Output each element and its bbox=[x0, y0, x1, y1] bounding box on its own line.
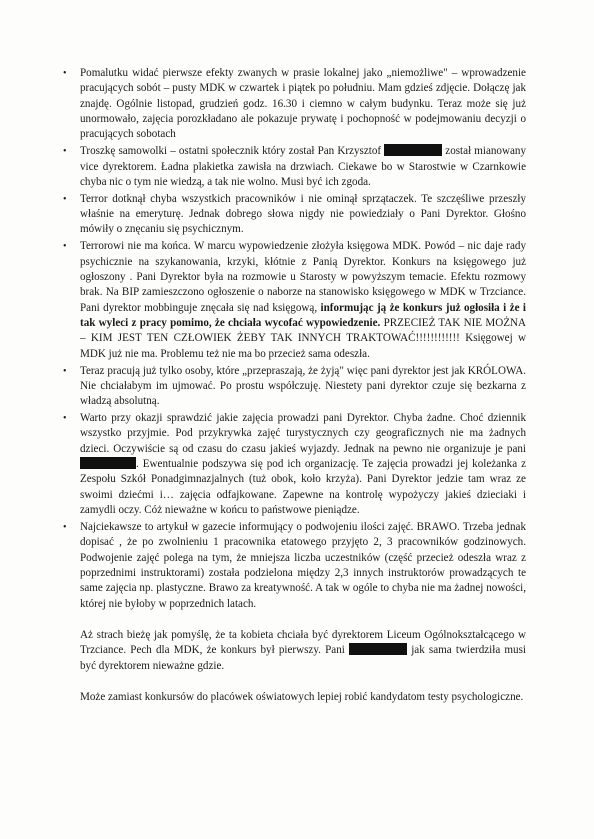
text-run: Teraz pracują już tylko osoby, które „przepraszają, że żyją" więc pani dyrektor jest jak KRÓLOWA. Nie chciałabym im ujmować. Po prostu współczuję. Niestety pani dyrektor czuje się bezkarna z władzą absolutną. bbox=[80, 364, 526, 408]
text-run: został mianowany vice dyrektorem. Ładna plakietka zawisła na drzwiach. Ciekawe bo w Starostwie w Czarnkowie chyba nic o tym nie wiedzą, a tak nie wolno. Musi być ich zgoda. bbox=[80, 145, 527, 188]
closing-paragraph bbox=[80, 690, 526, 705]
text-run: jak sama twierdziła musi być dyrektorem nieważne gdzie. bbox=[80, 644, 526, 672]
bullet-list bbox=[63, 66, 527, 612]
bullet-icon: • bbox=[63, 68, 67, 79]
bullet-icon: • bbox=[63, 413, 67, 425]
text-run: Troszkę samowolki – ostatni społecznik który został Pan Krzysztof bbox=[80, 145, 385, 158]
text-run: . Ewentualnie podszywa się pod ich organizację. Te zajęcia prowadzi jej koleżanka z Zespołu Szkół Ponadgimnazjalnych (tuż obok, koło krzyża). Pani Dyrektor jedzie tam wraz ze swoimi dziećmi i… zajęcia odfajkowane. Zapewne na kontrolę wypożyczy jakieś dzieciaki i zamydli oczy. Cóż nieważne w końcu to państwowe pieniądze. bbox=[80, 458, 526, 517]
closing-paragraphs bbox=[80, 628, 526, 705]
list-item bbox=[63, 192, 526, 238]
list-item bbox=[63, 239, 527, 362]
list-item bbox=[63, 411, 526, 518]
bullet-icon: • bbox=[63, 521, 67, 533]
text-run: Warto przy okazji sprawdzić jakie zajęcia prowadzi pani Dyrektor. Chyba żadne. Choć dziennik wszystko przyjmie. Pod przykrywka zajęć turystycznych czy geograficznych nie ma żadnych dzieci. Oczywiście są od czasu do czasu jakieś wyjazdy. Jednak na pewno nie organizuje je pani bbox=[80, 412, 526, 455]
redaction-block bbox=[349, 643, 407, 655]
text-run: Terrorowi nie ma końca. W marcu wypowiedzenie złożyła księgowa MDK. Powód – nic daje rady psychicznie na szykanowania, krzyki, kłótnie z Panią Dyrektor. Konkurs na księgowego już ogłoszony . Pani Dyrektor była na rozmowie u Starosty w powyższym temacie. Efektu rozmowy brak. Na BIP zamieszczono ogłoszenie o naborze na stanowisko księgowego w MDK w Trzciance. Pani dyrektor mobbinguje znęcała się nad księgową, bbox=[80, 240, 526, 314]
closing-paragraph bbox=[80, 628, 526, 674]
text-run: Terror dotknął chyba wszystkich pracowników i nie ominął sprzątaczek. Te szczęśliwe przeszły właśnie na emeryturę. Jednak dobrego słowa nigdy nie powiedziały o Pani Dyrektor. Głośno mówiły o znęcaniu się psychicznym. bbox=[80, 192, 526, 236]
text-run: Pomalutku widać pierwsze efekty zwanych w prasie lokalnej jako „niemożliwe" – wprowadzenie pracujących sobót – pusty MDK w czwartek i piątek po południu. Mam gdzieś zdjęcie. Dołączę jak znajdę. Ogólnie listopad, grudzień godz. 16.30 i ciemno w całym budynku. Teraz może się już unormowało, zajęcia porozkładano ale pokazuje prywatę i pochopność w podejmowaniu decyzji o pracujących sobotach bbox=[80, 67, 526, 141]
list-item bbox=[63, 520, 526, 612]
bullet-icon: • bbox=[63, 146, 67, 158]
text-run: Najciekawsze to artykuł w gazecie informujący o podwojeniu ilości zajęć. BRAWO. Trzeba jednak dopisać , że po zwolnieniu 1 pracownika etatowego przyjęto 2, 3 pracowników godzinowych. Podwojenie zajęć polega na tym, że mniejsza liczba uczestników (część przecież odeszła wraz z poprzednimi instruktorami) została podzielona między 2,3 innych instruktorów prowadzących te same zajęcia np. plastyczne. Brawo za kreatywność. A tak w ogóle to chyba nie ma żadnej nowości, której nie byłoby w poprzednich latach. bbox=[80, 520, 526, 610]
list-item bbox=[63, 364, 526, 410]
list-item bbox=[63, 144, 527, 190]
bullet-icon: • bbox=[63, 193, 67, 205]
document-body bbox=[63, 66, 527, 705]
text-run: Może zamiast konkursów do placówek oświatowych lepiej robić kandydatom testy psychologiczne. bbox=[80, 691, 524, 704]
bullet-icon: • bbox=[63, 241, 67, 253]
bullet-icon: • bbox=[63, 365, 67, 377]
redaction-block bbox=[384, 144, 442, 156]
list-item bbox=[63, 66, 526, 143]
bold-text-run: informując ją że konkurs już ogłosiła i że i tak wyleci z pracy pomimo, że chciała wycofać wypowiedzenie. bbox=[80, 301, 527, 329]
text-run: PRZECIEŻ TAK NIE MOŻNA – KIM JEST TEN CZŁOWIEK ŻEBY TAK INNYCH TRAKTOWAĆ!!!!!!!!!!!! Księgowej w MDK już nie ma. Problemu też nie ma bo przecież sama odeszła. bbox=[80, 317, 527, 360]
redaction-block bbox=[80, 457, 136, 469]
text-run: Aż strach bieżę jak pomyślę, że ta kobieta chciała być dyrektorem Liceum Ogólnokształcącego w Trzciance. Pech dla MDK, że konkurs był pierwszy. Pani bbox=[80, 629, 526, 657]
